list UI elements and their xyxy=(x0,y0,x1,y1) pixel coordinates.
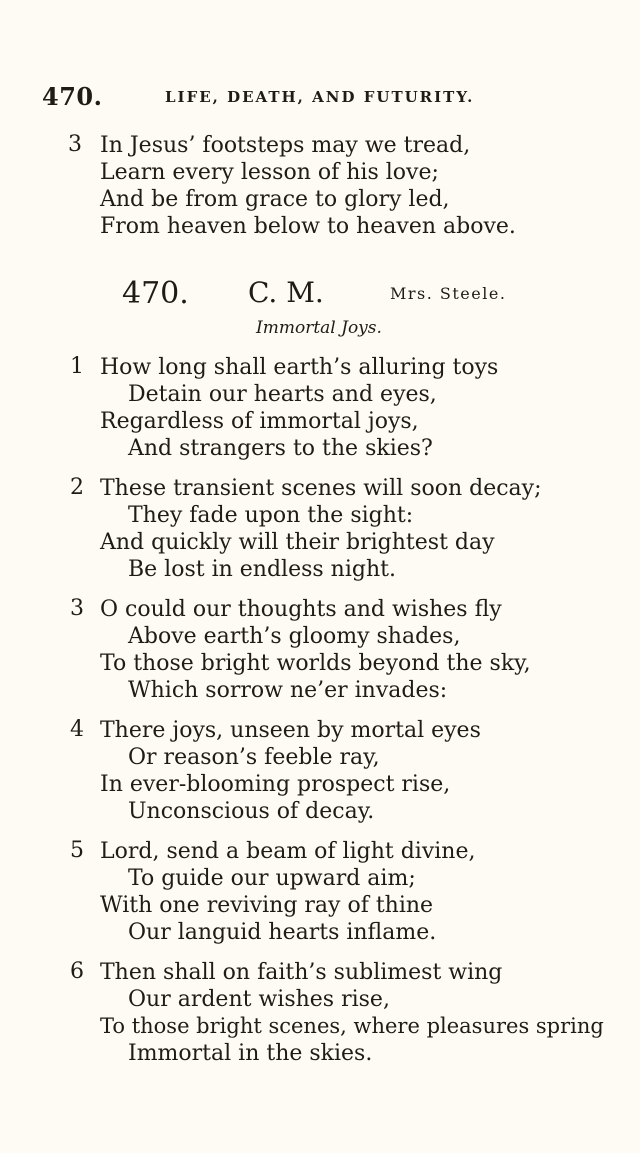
verse-line: From heaven below to heaven above. xyxy=(100,214,516,239)
verse-line: Detain our hearts and eyes, xyxy=(128,382,437,407)
verse-line: With one reviving ray of thine xyxy=(100,893,434,918)
verse-line: To guide our upward aim; xyxy=(128,866,416,891)
hymn-number: 470. xyxy=(122,276,189,311)
verse-line: There joys, unseen by mortal eyes xyxy=(100,718,481,743)
verse-line: Be lost in endless night. xyxy=(128,557,396,582)
verse-line: O could our thoughts and wishes fly xyxy=(100,597,502,622)
hymn-title: Immortal Joys. xyxy=(256,318,382,338)
verse-line: Immortal in the skies. xyxy=(128,1041,373,1066)
verse-line: Our languid hearts inflame. xyxy=(128,920,437,945)
hymn-meter: C. M. xyxy=(248,276,324,309)
verse-number: 5 xyxy=(70,838,84,863)
verse-line: In Jesus’ footsteps may we tread, xyxy=(100,133,471,158)
verse-line: And quickly will their brightest day xyxy=(100,530,495,555)
verse-number: 3 xyxy=(68,132,82,157)
verse-line: Above earth’s gloomy shades, xyxy=(128,624,461,649)
verse-number: 2 xyxy=(70,475,84,500)
verse-line: And be from grace to glory led, xyxy=(100,187,450,212)
verse-line: In ever-blooming prospect rise, xyxy=(100,772,451,797)
verse-line: Which sorrow ne’er invades: xyxy=(128,678,448,703)
page-number: 470. xyxy=(42,82,103,111)
verse-line: Learn every lesson of his love; xyxy=(100,160,439,185)
running-title: LIFE, DEATH, AND FUTURITY. xyxy=(165,88,475,106)
verse-number: 6 xyxy=(70,959,84,984)
verse-line: These transient scenes will soon decay; xyxy=(100,476,542,501)
verse-line: Regardless of immortal joys, xyxy=(100,409,419,434)
verse-line: Our ardent wishes rise, xyxy=(128,987,390,1012)
verse-line: Or reason’s feeble ray, xyxy=(128,745,380,770)
verse-number: 1 xyxy=(70,354,84,379)
verse-line: Unconscious of decay. xyxy=(128,799,375,824)
verse-line: To those bright worlds beyond the sky, xyxy=(100,651,531,676)
verse-line: They fade upon the sight: xyxy=(128,503,414,528)
hymn-author: Mrs. Steele. xyxy=(390,284,507,303)
verse-number: 4 xyxy=(70,717,84,742)
verse-line: How long shall earth’s alluring toys xyxy=(100,355,499,380)
verse-line: Then shall on faith’s sublimest wing xyxy=(100,960,503,985)
verse-line: To those bright scenes, where pleasures spring xyxy=(100,1014,604,1038)
verse-number: 3 xyxy=(70,596,84,621)
verse-line: Lord, send a beam of light divine, xyxy=(100,839,476,864)
verse-line: And strangers to the skies? xyxy=(128,436,433,461)
